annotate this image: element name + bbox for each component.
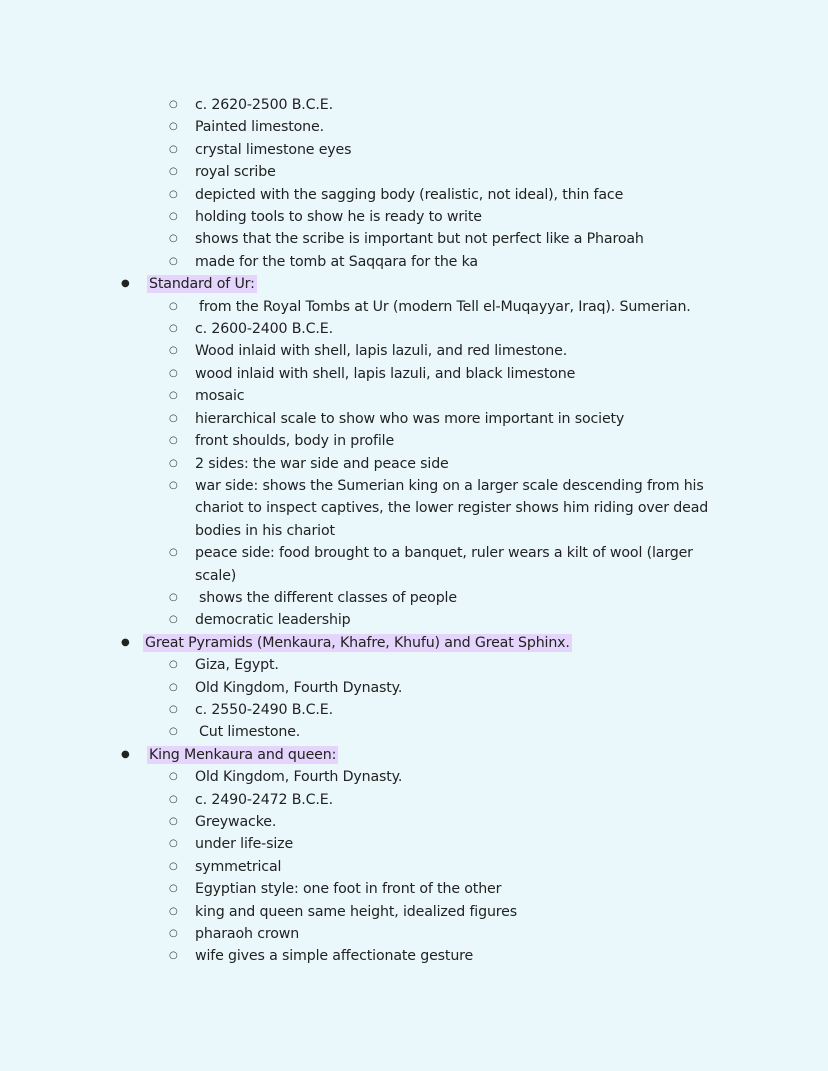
list-item: ○ democratic leadership [0,609,730,631]
list-item-text: shows the different classes of people [199,589,457,606]
bullet-icon: ● [121,636,130,648]
section-heading-standard-of-ur [0,273,828,295]
list-item [0,296,730,318]
list-item: ○ symmetrical [0,856,730,878]
list-item: ○ Greywacke. [0,811,730,833]
section-title: King Menkaura and queen: [149,746,337,763]
list-item: ○ Giza, Egypt. [0,654,730,676]
list-item-text: from the Royal Tombs at Ur (modern Tell el-Muqayyar, Iraq). Sumerian. [199,298,691,315]
notes-list [0,94,828,968]
list-item: ○ crystal limestone eyes [0,139,730,161]
list-item: ○ Egyptian style: one foot in front of the other [0,878,730,900]
list-item: ○ shows that the scribe is important but not perfect like a Pharoah [0,228,730,250]
list-item: ○ Painted limestone. [0,116,730,138]
list-item: ○ made for the tomb at Saqqara for the ka [0,251,730,273]
section-heading-great-pyramids [0,632,828,654]
list-item: ○ Old Kingdom, Fourth Dynasty. [0,766,730,788]
list-item: ○ c. 2620-2500 B.C.E. [0,94,730,116]
list-item: ○ under life-size [0,833,730,855]
list-item: ○ c. 2550-2490 B.C.E. [0,699,730,721]
list-item: ○ depicted with the sagging body (realistic, not ideal), thin face [0,184,730,206]
list-item: ○ wife gives a simple affectionate gesture [0,945,730,967]
bullet-icon: ● [121,748,130,760]
list-item: ○ king and queen same height, idealized figures [0,901,730,923]
list-item: ○ Old Kingdom, Fourth Dynasty. [0,677,730,699]
list-item: ○ pharaoh crown [0,923,730,945]
list-item: ○ royal scribe [0,161,730,183]
list-item: ○ 2 sides: the war side and peace side [0,453,730,475]
list-item-text: Cut limestone. [199,724,301,741]
list-item: ○ front shoulds, body in profile [0,430,730,452]
list-item: ○ hierarchical scale to show who was more important in society [0,408,730,430]
list-item [0,587,730,609]
list-item: ○ Wood inlaid with shell, lapis lazuli, and red limestone. [0,340,730,362]
list-item: ○ c. 2490-2472 B.C.E. [0,789,730,811]
bullet-icon: ● [121,278,130,290]
section-heading-king-menkaura [0,744,828,766]
list-item: ○ peace side: food brought to a banquet, ruler wears a kilt of wool (larger scale) [0,542,730,587]
list-item: ○ holding tools to show he is ready to write [0,206,730,228]
list-item: ○ war side: shows the Sumerian king on a larger scale descending from his chariot to inspect captives, the lower register shows him riding over dead bodies in his chariot [0,475,730,542]
list-item [0,721,730,743]
section-title: Great Pyramids (Menkaura, Khafre, Khufu) and Great Sphinx. [145,634,570,651]
list-item: ○ c. 2600-2400 B.C.E. [0,318,730,340]
list-item: ○ wood inlaid with shell, lapis lazuli, and black limestone [0,363,730,385]
list-item: ○ mosaic [0,385,730,407]
section-title: Standard of Ur: [149,276,255,293]
